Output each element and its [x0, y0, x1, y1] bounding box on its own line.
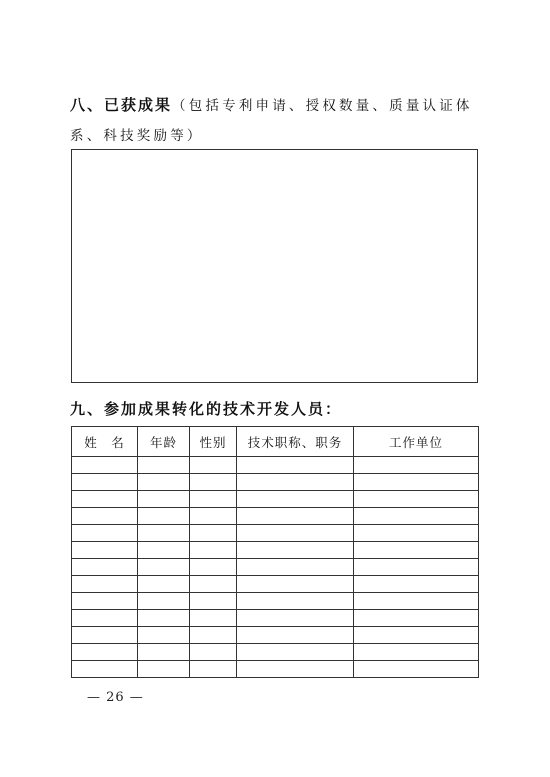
table-row [72, 627, 479, 644]
table-cell[interactable] [72, 644, 138, 661]
table-cell[interactable] [190, 576, 237, 593]
table-cell[interactable] [138, 576, 190, 593]
header-title-position: 技术职称、职务 [237, 427, 354, 457]
table-cell[interactable] [138, 474, 190, 491]
table-row [72, 474, 479, 491]
table-row [72, 644, 479, 661]
table-cell[interactable] [237, 593, 354, 610]
table-cell[interactable] [72, 542, 138, 559]
table-cell[interactable] [138, 627, 190, 644]
table-row [72, 457, 479, 474]
table-cell[interactable] [354, 491, 479, 508]
table-cell[interactable] [237, 491, 354, 508]
table-cell[interactable] [72, 627, 138, 644]
table-cell[interactable] [138, 644, 190, 661]
header-workplace: 工作单位 [354, 427, 479, 457]
header-name: 姓 名 [72, 427, 138, 457]
staff-table-body [72, 457, 479, 678]
table-cell[interactable] [354, 474, 479, 491]
table-row [72, 525, 479, 542]
table-cell[interactable] [138, 593, 190, 610]
table-cell[interactable] [138, 559, 190, 576]
table-cell[interactable] [237, 542, 354, 559]
section-8-title [70, 90, 490, 151]
table-cell[interactable] [354, 559, 479, 576]
table-cell[interactable] [354, 627, 479, 644]
table-cell[interactable] [237, 559, 354, 576]
section-8-heading: 八、已获成果 [70, 96, 173, 114]
table-cell[interactable] [354, 610, 479, 627]
table-cell[interactable] [354, 508, 479, 525]
table-cell[interactable] [354, 661, 479, 678]
table-cell[interactable] [190, 610, 237, 627]
table-cell[interactable] [190, 593, 237, 610]
table-cell[interactable] [190, 525, 237, 542]
table-cell[interactable] [354, 644, 479, 661]
table-cell[interactable] [138, 525, 190, 542]
table-row [72, 508, 479, 525]
table-cell[interactable] [190, 491, 237, 508]
table-cell[interactable] [237, 661, 354, 678]
table-cell[interactable] [190, 661, 237, 678]
table-cell[interactable] [354, 593, 479, 610]
table-cell[interactable] [190, 559, 237, 576]
table-cell[interactable] [237, 474, 354, 491]
table-row [72, 661, 479, 678]
table-cell[interactable] [72, 610, 138, 627]
table-cell[interactable] [72, 525, 138, 542]
table-cell[interactable] [138, 508, 190, 525]
table-cell[interactable] [190, 457, 237, 474]
table-row [72, 593, 479, 610]
table-cell[interactable] [190, 644, 237, 661]
table-row [72, 576, 479, 593]
header-gender: 性别 [190, 427, 237, 457]
table-cell[interactable] [237, 576, 354, 593]
header-age: 年龄 [138, 427, 190, 457]
table-cell[interactable] [354, 525, 479, 542]
table-cell[interactable] [237, 508, 354, 525]
table-cell[interactable] [138, 542, 190, 559]
table-cell[interactable] [237, 627, 354, 644]
table-cell[interactable] [72, 576, 138, 593]
table-cell[interactable] [237, 644, 354, 661]
achievements-text-box[interactable] [71, 149, 478, 383]
table-cell[interactable] [72, 491, 138, 508]
table-cell[interactable] [190, 627, 237, 644]
table-cell[interactable] [354, 576, 479, 593]
table-cell[interactable] [72, 457, 138, 474]
table-cell[interactable] [72, 593, 138, 610]
table-cell[interactable] [72, 661, 138, 678]
table-row [72, 491, 479, 508]
table-cell[interactable] [190, 542, 237, 559]
table-cell[interactable] [237, 610, 354, 627]
table-cell[interactable] [138, 457, 190, 474]
table-cell[interactable] [72, 508, 138, 525]
table-cell[interactable] [237, 457, 354, 474]
section-9-heading: 九、参加成果转化的技术开发人员： [70, 400, 343, 418]
table-cell[interactable] [138, 661, 190, 678]
table-cell[interactable] [190, 474, 237, 491]
section-8-note: （包括专利申请、授权数量、质量认证体系、科技奖励等） [70, 98, 473, 144]
table-row [72, 559, 479, 576]
table-cell[interactable] [237, 525, 354, 542]
staff-table [71, 426, 479, 678]
table-row [72, 542, 479, 559]
table-cell[interactable] [72, 559, 138, 576]
table-header-row [72, 427, 479, 457]
table-cell[interactable] [72, 474, 138, 491]
table-cell[interactable] [354, 542, 479, 559]
table-cell[interactable] [138, 491, 190, 508]
table-row [72, 610, 479, 627]
page-number: — 26 — [87, 690, 144, 705]
table-cell[interactable] [138, 610, 190, 627]
table-cell[interactable] [190, 508, 237, 525]
table-cell[interactable] [354, 457, 479, 474]
